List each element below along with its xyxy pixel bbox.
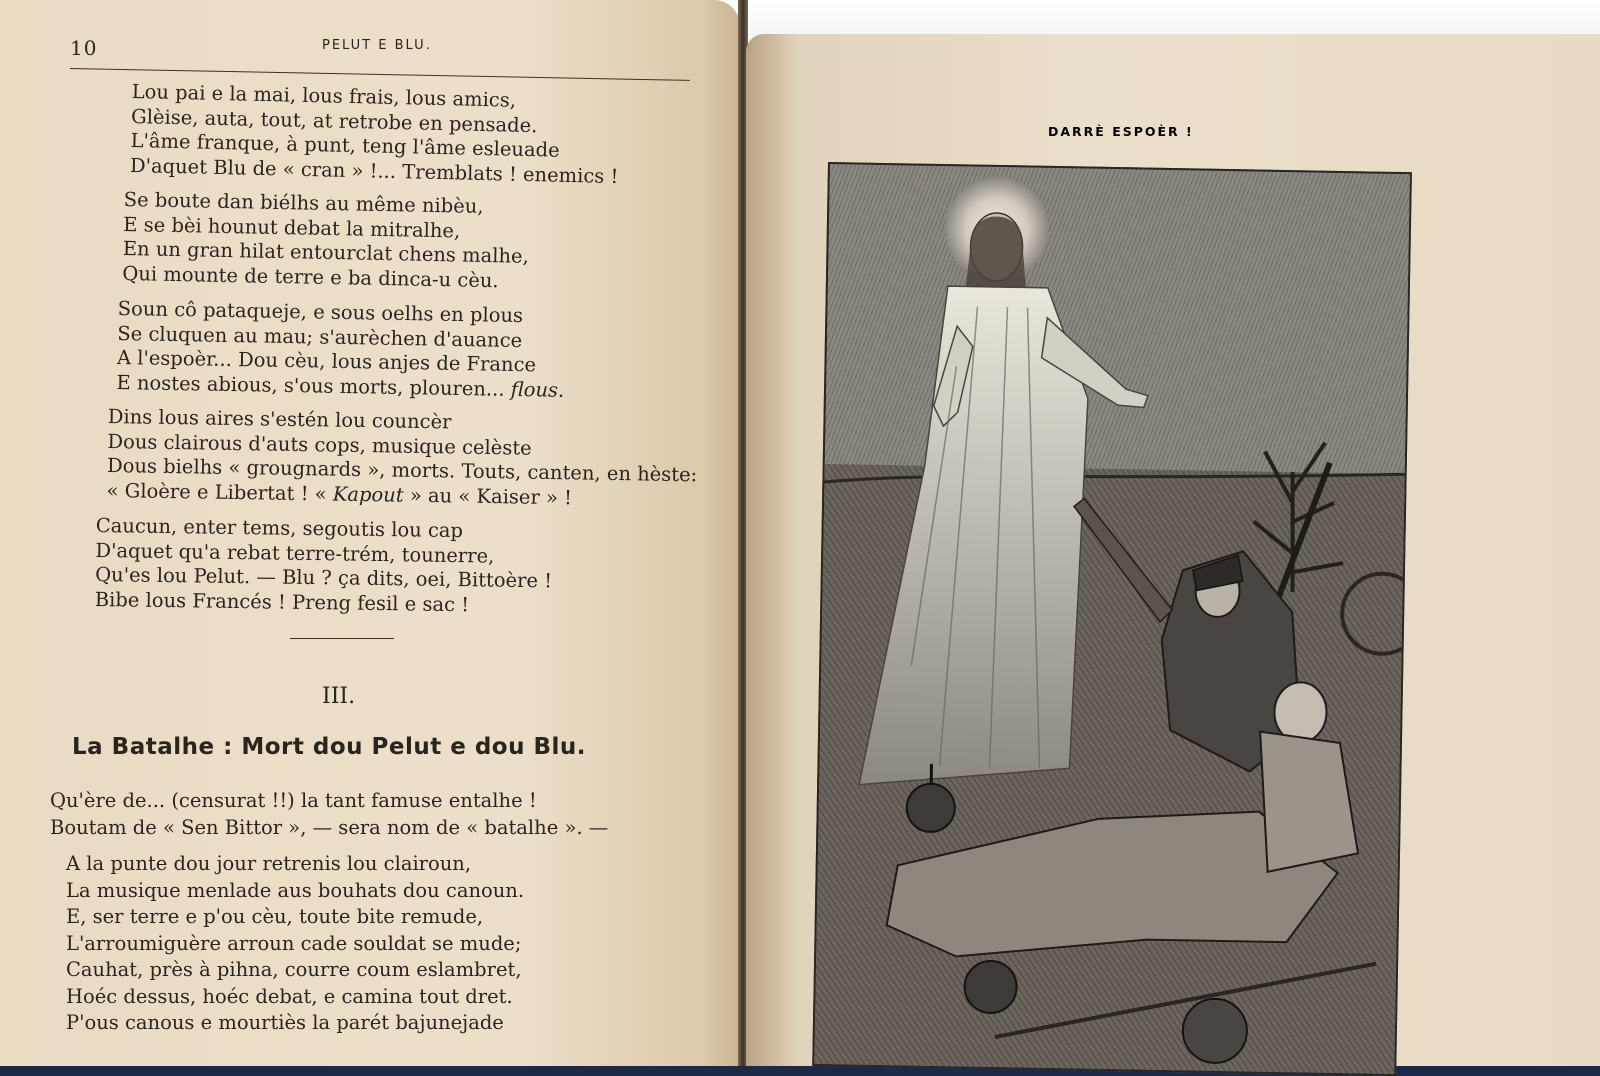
verse-line: Bibe lous Francés ! Preng fesil e sac ! bbox=[95, 587, 719, 620]
stanza-1 bbox=[130, 80, 720, 192]
section-number: III. bbox=[322, 684, 355, 709]
verse-line: D'aquet qu'a rebat terre-trém, tounerre, bbox=[95, 538, 719, 571]
helmet-fallen bbox=[1182, 998, 1247, 1063]
verse-line: Lou pai e la mai, lous frais, lous amics, bbox=[131, 80, 719, 118]
verse-line: A l'espoèr... Dou cèu, lous anjes de France bbox=[117, 346, 719, 381]
prose-line: P'ous canous e mourtiès la parét bajunejade bbox=[50, 1010, 730, 1037]
stanza-5 bbox=[95, 514, 720, 621]
header-rule bbox=[70, 68, 690, 81]
verse-line: Se boute dan biélhs au même nibèu, bbox=[124, 188, 720, 224]
stanza-2 bbox=[122, 188, 720, 298]
prose-line: A la punte dou jour retrenis lou clairoun, bbox=[50, 851, 730, 878]
poem bbox=[0, 80, 720, 622]
verse-line: Caucun, enter tems, segoutis lou cap bbox=[96, 514, 720, 547]
verse-line: Qu'es lou Pelut. — Blu ? ça dits, oei, Bittoère ! bbox=[95, 563, 719, 596]
prose-line: Boutam de « Sen Bittor », — sera nom de « batalhe ». — bbox=[50, 815, 730, 842]
verse-line: D'aquet Blu de « cran » !... Tremblats ! enemics ! bbox=[130, 154, 718, 192]
verse-line: Soun cô pataqueje, e sous oelhs en plous bbox=[118, 297, 720, 332]
running-head-right: DARRÈ ESPOÈR ! bbox=[1048, 124, 1194, 139]
verse-line: Dous bielhs « grougnards », morts. Touts, canten, en hèste: bbox=[107, 454, 719, 488]
line-gap bbox=[50, 841, 730, 851]
helmet-fallen-2 bbox=[964, 961, 1017, 1014]
verse-line: « Gloère e Libertat ! « Kapout » au « Kaiser » ! bbox=[106, 479, 718, 513]
verse-line: Dous clairous d'auts cops, musique celèste bbox=[107, 430, 719, 464]
prose-line: Qu'ère de... (censurat !!) la tant famuse entalhe ! bbox=[50, 788, 730, 815]
left-page bbox=[0, 0, 740, 1066]
running-head-left: PELUT E BLU. bbox=[322, 38, 432, 53]
verse-line: Se cluquen au mau; s'aurèchen d'auance bbox=[117, 321, 719, 356]
verse-line: E nostes abious, s'ous morts, plouren... flous. bbox=[116, 371, 718, 406]
verse-line: E se bèi hounut debat la mitralhe, bbox=[123, 213, 719, 249]
engraving-art bbox=[814, 164, 1412, 1076]
verse-line: Dins lous aires s'estén lou councèr bbox=[108, 405, 720, 439]
helmet-spiked bbox=[906, 783, 955, 832]
stanza-3 bbox=[116, 297, 720, 406]
prose-line: E, ser terre e p'ou cèu, toute bite remude, bbox=[50, 904, 730, 931]
verse-line: L'âme franque, à punt, teng l'âme esleuade bbox=[130, 129, 718, 167]
verse-line: En un gran hilat entourclat chens malhe, bbox=[123, 238, 719, 274]
prose-line: Cauhat, près à pihna, courre coum eslambret, bbox=[50, 957, 730, 984]
engraving-illustration bbox=[812, 162, 1412, 1076]
verse-line: Qui mounte de terre e ba dinca-u cèu. bbox=[122, 262, 718, 298]
prose-line: La musique menlade aus bouhats dou canoun. bbox=[50, 878, 730, 905]
prose-line: Hoéc dessus, hoéc debat, e camina tout dret. bbox=[50, 984, 730, 1011]
page-number: 10 bbox=[70, 36, 97, 60]
section-title: La Batalhe : Mort dou Pelut e dou Blu. bbox=[72, 734, 586, 760]
sky-hatching bbox=[824, 164, 1412, 504]
verse-line: Glèise, auta, tout, at retrobe en pensade. bbox=[131, 105, 719, 143]
wounded-soldier-head bbox=[1274, 682, 1327, 743]
section-separator bbox=[290, 638, 394, 639]
stanza-4 bbox=[106, 405, 719, 513]
prose-block bbox=[50, 788, 730, 1037]
prose-line: L'arroumiguère arroun cade souldat se mude; bbox=[50, 931, 730, 958]
